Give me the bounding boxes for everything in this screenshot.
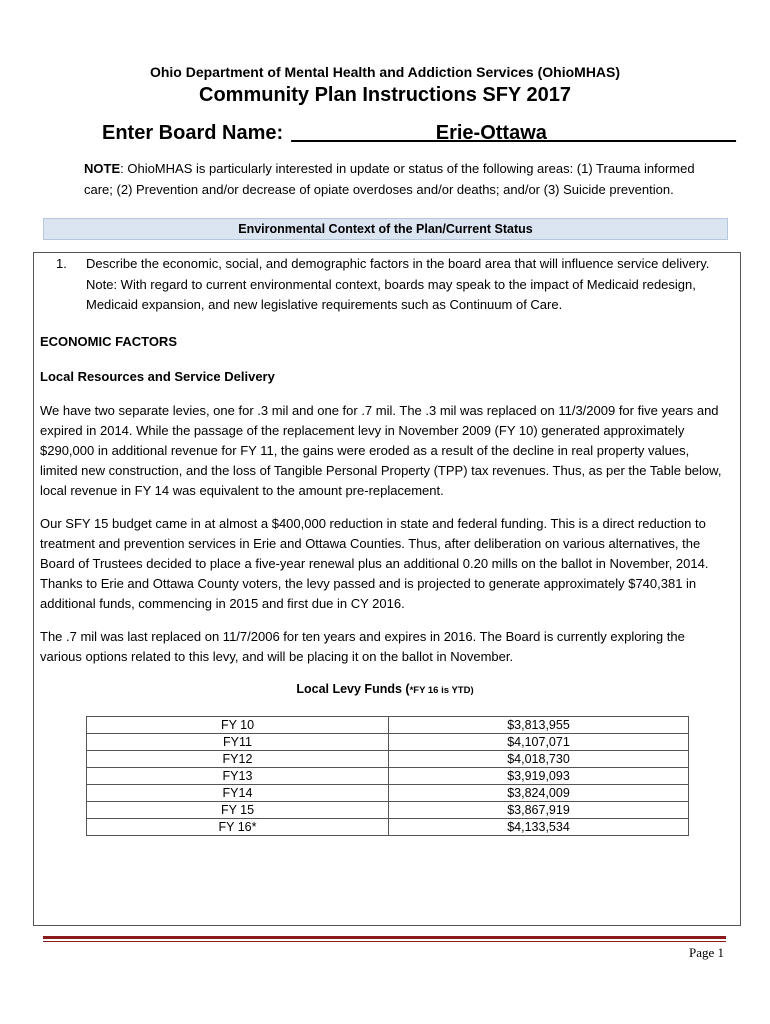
question-text: Describe the economic, social, and demographic factors in the board area that will influence service delivery. Note: With regard to current environmental context, boards may speak to the impact of Medicaid redesign, Medicaid expansion, and new legislative requirements such as Continuum of Care. (86, 256, 710, 312)
table-row (87, 768, 689, 785)
amount-cell: $4,133,534 (389, 819, 689, 836)
economic-factors-heading: ECONOMIC FACTORS (40, 334, 177, 349)
amount-cell: $3,824,009 (389, 785, 689, 802)
year-cell: FY11 (87, 734, 389, 751)
amount-cell: $3,867,919 (389, 802, 689, 819)
board-name-line (102, 122, 736, 145)
amount-cell: $3,919,093 (389, 768, 689, 785)
table-row (87, 802, 689, 819)
paragraph-budget: Our SFY 15 budget came in at almost a $400,000 reduction in state and federal funding. This is a direct reduction to treatment and prevention services in Erie and Ottawa Counties. Thus, after deliberation on various alternatives, the Board of Trustees decided to place a five-year renewal plus an additional 0.20 mills on the ballot in November, 2014. Thanks to Erie and Ottawa County voters, the levy passed and is projected to generate approximately $740,381 in additional funds, commencing in 2015 and first due in CY 2016. (40, 516, 709, 611)
year-cell: FY12 (87, 751, 389, 768)
table-row (87, 819, 689, 836)
table-row (87, 785, 689, 802)
question-number: 1. (56, 256, 67, 271)
note-paragraph (84, 158, 724, 200)
amount-cell: $4,018,730 (389, 751, 689, 768)
section-heading-bar: Environmental Context of the Plan/Current Status (43, 218, 728, 240)
document-title: Community Plan Instructions SFY 2017 (199, 84, 571, 106)
table-row (87, 717, 689, 734)
footer-rule-thick (43, 936, 726, 939)
board-name-label: Enter Board Name: (102, 122, 284, 144)
table-row (87, 751, 689, 768)
note-label: NOTE (84, 161, 121, 176)
department-name: Ohio Department of Mental Health and Addiction Services (OhioMHAS) (149, 64, 621, 80)
board-name-value[interactable]: _____________Erie-Ottawa_________________ (291, 122, 736, 144)
year-cell: FY13 (87, 768, 389, 785)
page-number: Page 1 (688, 945, 724, 960)
levy-table-title-main: Local Levy Funds ( (296, 682, 410, 696)
question-1 (56, 254, 716, 316)
note-text: : OhioMHAS is particularly interested in update or status of the following areas: (1) Trauma informed care; (2) Prevention and/or decrease of opiate overdoses and/or deaths; and/or (3) Suicide prevention. (84, 161, 695, 197)
table-row (87, 734, 689, 751)
year-cell: FY14 (87, 785, 389, 802)
local-resources-subheading: Local Resources and Service Delivery (40, 369, 275, 384)
year-cell: FY 15 (87, 802, 389, 819)
amount-cell: $4,107,071 (389, 734, 689, 751)
paragraph-seven-mil: The .7 mil was last replaced on 11/7/2006 for ten years and expires in 2016. The Board is currently exploring the various options related to this levy, and will be placing it on the ballot in November. (40, 629, 685, 664)
amount-cell: $3,813,955 (389, 717, 689, 734)
levy-funds-table (86, 716, 689, 836)
footer-rule-thin (43, 941, 726, 942)
year-cell: FY 16* (87, 819, 389, 836)
levy-table-title (0, 682, 770, 696)
levy-table-title-note: *FY 16 is YTD) (409, 685, 474, 696)
year-cell: FY 10 (87, 717, 389, 734)
paragraph-levies: We have two separate levies, one for .3 mil and one for .7 mil. The .3 mil was replaced on 11/3/2009 for five years and expired in 2014. While the passage of the replacement levy in November 2009 (FY 10) generated approximately $290,000 in additional revenue for FY 11, the gains were eroded as a result of the decline in real property values, limited new construction, and the loss of Tangible Personal Property (TPP) tax revenues. Thus, as per the Table below, local revenue in FY 14 was equivalent to the amount pre-replacement. (40, 403, 722, 498)
